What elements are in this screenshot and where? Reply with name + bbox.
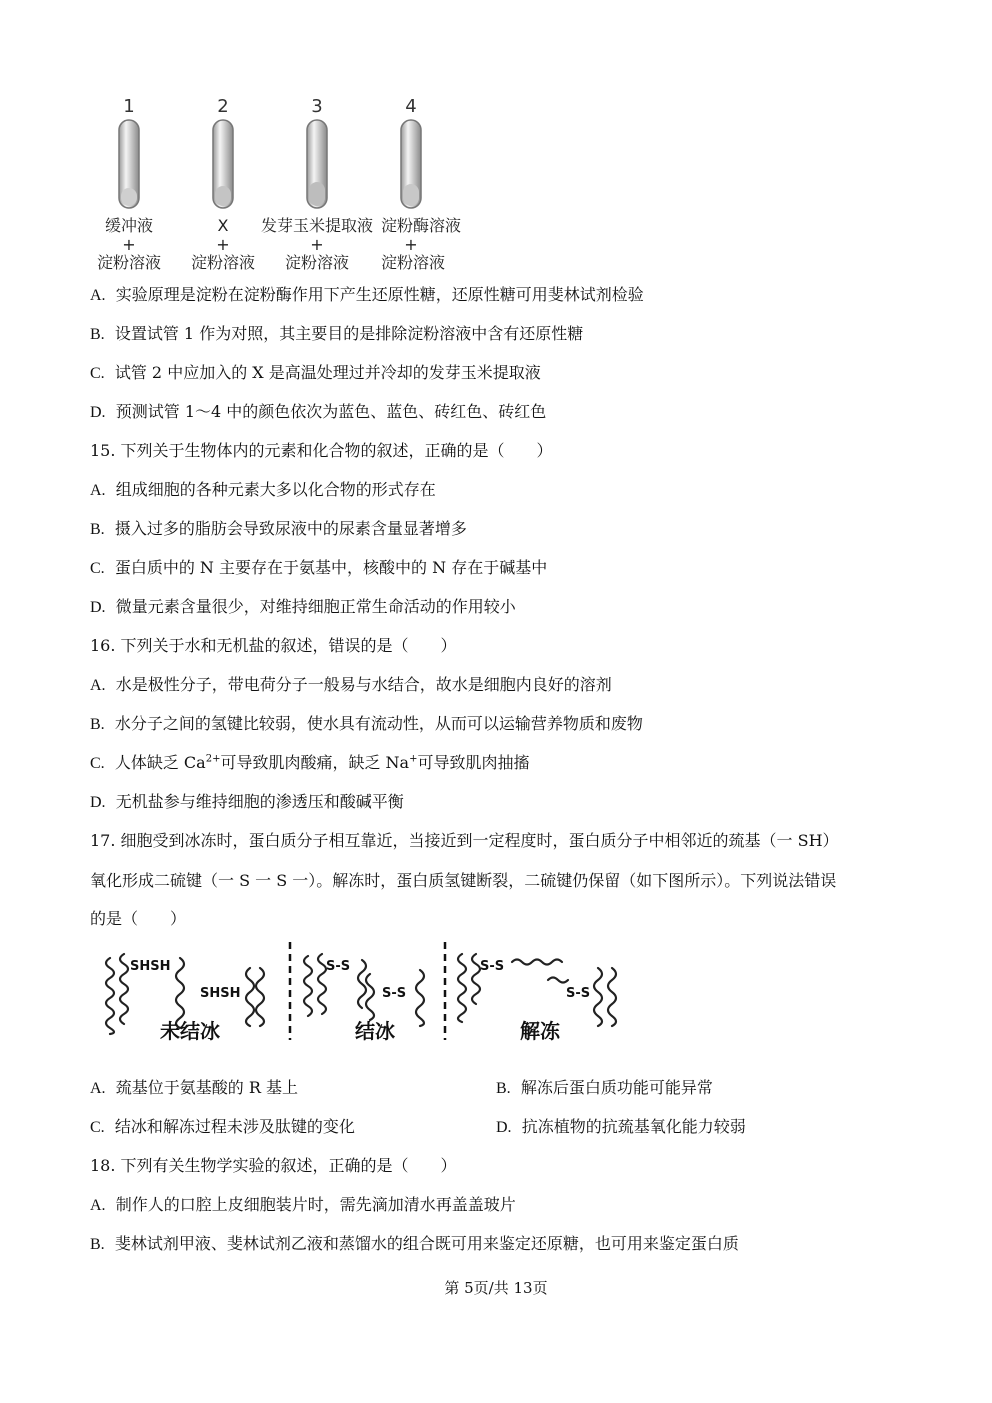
protein-chain bbox=[358, 960, 366, 1008]
option-letter: D. bbox=[90, 404, 106, 421]
option-text: 蛋白质中的 N 主要存在于氨基中，核酸中的 N 存在于碱基中 bbox=[114, 558, 548, 577]
bond-label: S-S bbox=[382, 986, 407, 1001]
option-text: 斐林试剂甲液、斐林试剂乙液和蒸馏水的组合既可用来鉴定还原糖，也可用来鉴定蛋白质 bbox=[114, 1234, 739, 1253]
q14-option-a bbox=[90, 285, 644, 306]
q16-option-d bbox=[90, 792, 404, 813]
q15-option-a bbox=[90, 480, 436, 501]
protein-chain bbox=[176, 958, 184, 1028]
superscript-charge: + bbox=[409, 753, 418, 765]
option-text: 水是极性分子，带电荷分子一般易与水结合，故水是细胞内良好的溶剂 bbox=[115, 675, 612, 694]
option-text: 巯基位于氨基酸的 R 基上 bbox=[115, 1078, 298, 1097]
page-footer: 第 5页/共 13页 bbox=[444, 1279, 548, 1297]
q17-option-a bbox=[90, 1078, 298, 1099]
protein-chain bbox=[304, 956, 312, 1016]
option-text: 组成细胞的各种元素大多以化合物的形式存在 bbox=[115, 480, 436, 499]
option-text: 预测试管 1～4 中的颜色依次为蓝色、蓝色、砖红色、砖红色 bbox=[115, 402, 547, 421]
q15-option-b bbox=[90, 519, 467, 540]
option-text: 无机盐参与维持细胞的渗透压和酸碱平衡 bbox=[115, 792, 404, 811]
protein-freeze-diagram bbox=[100, 940, 630, 1045]
protein-chain bbox=[246, 968, 254, 1026]
tube-number-4: 4 bbox=[405, 96, 417, 117]
option-text: 设置试管 1 作为对照，其主要目的是排除淀粉溶液中含有还原性糖 bbox=[114, 324, 584, 343]
tube-number-2: 2 bbox=[217, 96, 229, 117]
protein-chain bbox=[512, 960, 562, 965]
q18-option-b bbox=[90, 1234, 739, 1255]
option-text-part1: 人体缺乏 Ca bbox=[114, 753, 206, 772]
bond-label: SHSH bbox=[130, 959, 171, 974]
option-text: 抗冻植物的抗巯基氧化能力较弱 bbox=[521, 1117, 746, 1136]
tube-1-label-bottom: 淀粉溶液 bbox=[96, 253, 161, 272]
q16-option-a bbox=[90, 675, 612, 696]
protein-chain bbox=[318, 954, 326, 1014]
tube-4 bbox=[401, 120, 421, 208]
tube-2-label-top: X bbox=[217, 216, 229, 235]
option-text-part2: 可导致肌肉酸痛，缺乏 Na bbox=[220, 753, 410, 772]
q15-stem: 15. 下列关于生物体内的元素和化合物的叙述，正确的是（ ） bbox=[90, 441, 553, 460]
protein-chain bbox=[458, 954, 466, 1022]
protein-chain bbox=[120, 954, 128, 1024]
tube-2-label-bottom: 淀粉溶液 bbox=[190, 253, 255, 272]
option-letter: A. bbox=[90, 1080, 106, 1097]
option-letter: B. bbox=[90, 716, 105, 733]
tube-4-label-bottom: 淀粉溶液 bbox=[380, 253, 445, 272]
option-letter: B. bbox=[496, 1080, 511, 1097]
tube-4-plus: + bbox=[404, 235, 418, 254]
protein-chain bbox=[472, 954, 480, 1004]
option-letter: A. bbox=[90, 482, 106, 499]
tube-2 bbox=[213, 120, 233, 208]
panel-caption: 结冰 bbox=[355, 1019, 395, 1043]
protein-chain bbox=[416, 970, 424, 1026]
bond-label: S-S bbox=[326, 959, 351, 974]
q14-option-b bbox=[90, 324, 583, 345]
tube-3-label-top: 发芽玉米提取液 bbox=[260, 216, 373, 235]
tube-3 bbox=[307, 120, 327, 208]
q18-option-a bbox=[90, 1195, 516, 1216]
tube-number-1: 1 bbox=[123, 96, 135, 117]
q17-option-d bbox=[496, 1117, 746, 1138]
bond-label: SHSH bbox=[200, 986, 241, 1001]
q17-stem-line-1: 17. 细胞受到冰冻时，蛋白质分子相互靠近，当接近到一定程度时，蛋白质分子中相邻近的巯基（一 SH） bbox=[90, 831, 839, 850]
q17-option-b bbox=[496, 1078, 713, 1099]
tube-1-label-top: 缓冲液 bbox=[104, 216, 153, 235]
protein-chain bbox=[106, 958, 114, 1034]
option-letter: D. bbox=[90, 599, 106, 616]
option-text: 水分子之间的氢键比较弱，使水具有流动性，从而可以运输营养物质和废物 bbox=[114, 714, 643, 733]
tube-4-label-top: 淀粉酶溶液 bbox=[380, 216, 461, 235]
test-tubes-drawing bbox=[105, 100, 485, 220]
option-letter: B. bbox=[90, 326, 105, 343]
option-letter: C. bbox=[90, 560, 105, 577]
option-letter: A. bbox=[90, 287, 106, 304]
option-text: 结冰和解冻过程未涉及肽键的变化 bbox=[114, 1117, 355, 1136]
q15-option-d bbox=[90, 597, 516, 618]
protein-chain bbox=[548, 978, 568, 983]
option-text: 实验原理是淀粉在淀粉酶作用下产生还原性糖，还原性糖可用斐林试剂检验 bbox=[115, 285, 644, 304]
bond-label: S-S bbox=[480, 959, 505, 974]
protein-chain bbox=[608, 968, 616, 1026]
option-letter: C. bbox=[90, 365, 105, 382]
option-letter: D. bbox=[496, 1119, 512, 1136]
option-text: 试管 2 中应加入的 X 是高温处理过并冷却的发芽玉米提取液 bbox=[114, 363, 541, 382]
q16-option-b bbox=[90, 714, 643, 735]
option-text: 制作人的口腔上皮细胞装片时，需先滴加清水再盖盖玻片 bbox=[115, 1195, 516, 1214]
q14-option-d bbox=[90, 402, 546, 423]
protein-chain bbox=[366, 974, 374, 1020]
q16-option-c bbox=[90, 753, 530, 774]
tube-2-plus: + bbox=[216, 235, 230, 254]
panel-caption: 解冻 bbox=[520, 1019, 560, 1043]
panel-caption: 未结冰 bbox=[160, 1019, 220, 1043]
option-letter: C. bbox=[90, 1119, 105, 1136]
q15-option-c bbox=[90, 558, 547, 579]
option-letter: C. bbox=[90, 755, 105, 772]
q17-option-c bbox=[90, 1117, 355, 1138]
option-text: 摄入过多的脂肪会导致尿液中的尿素含量显著增多 bbox=[114, 519, 467, 538]
option-text-part3: 可导致肌肉抽搐 bbox=[417, 753, 530, 772]
option-text: 解冻后蛋白质功能可能异常 bbox=[520, 1078, 713, 1097]
q14-option-c bbox=[90, 363, 541, 384]
q17-stem-line-2: 氧化形成二硫键（一 S 一 S 一）。解冻时，蛋白质氢键断裂，二硫键仍保留（如下图所示）。下列说法错误 bbox=[90, 871, 837, 890]
q17-stem-line-3: 的是（ ） bbox=[90, 909, 187, 928]
option-letter: B. bbox=[90, 1236, 105, 1253]
option-letter: A. bbox=[90, 1197, 106, 1214]
tube-1-plus: + bbox=[122, 235, 136, 254]
tube-3-label-bottom: 淀粉溶液 bbox=[284, 253, 349, 272]
tube-1 bbox=[119, 120, 139, 208]
protein-chain bbox=[594, 968, 602, 1026]
superscript-charge: 2+ bbox=[205, 753, 221, 765]
q18-stem: 18. 下列有关生物学实验的叙述，正确的是（ ） bbox=[90, 1156, 457, 1175]
option-letter: B. bbox=[90, 521, 105, 538]
tube-number-3: 3 bbox=[311, 96, 323, 117]
option-text: 微量元素含量很少，对维持细胞正常生命活动的作用较小 bbox=[115, 597, 516, 616]
bond-label: S-S bbox=[566, 986, 591, 1001]
tube-3-plus: + bbox=[310, 235, 324, 254]
option-letter: D. bbox=[90, 794, 106, 811]
protein-chain bbox=[256, 968, 264, 1026]
q16-stem: 16. 下列关于水和无机盐的叙述，错误的是（ ） bbox=[90, 636, 457, 655]
option-letter: A. bbox=[90, 677, 106, 694]
